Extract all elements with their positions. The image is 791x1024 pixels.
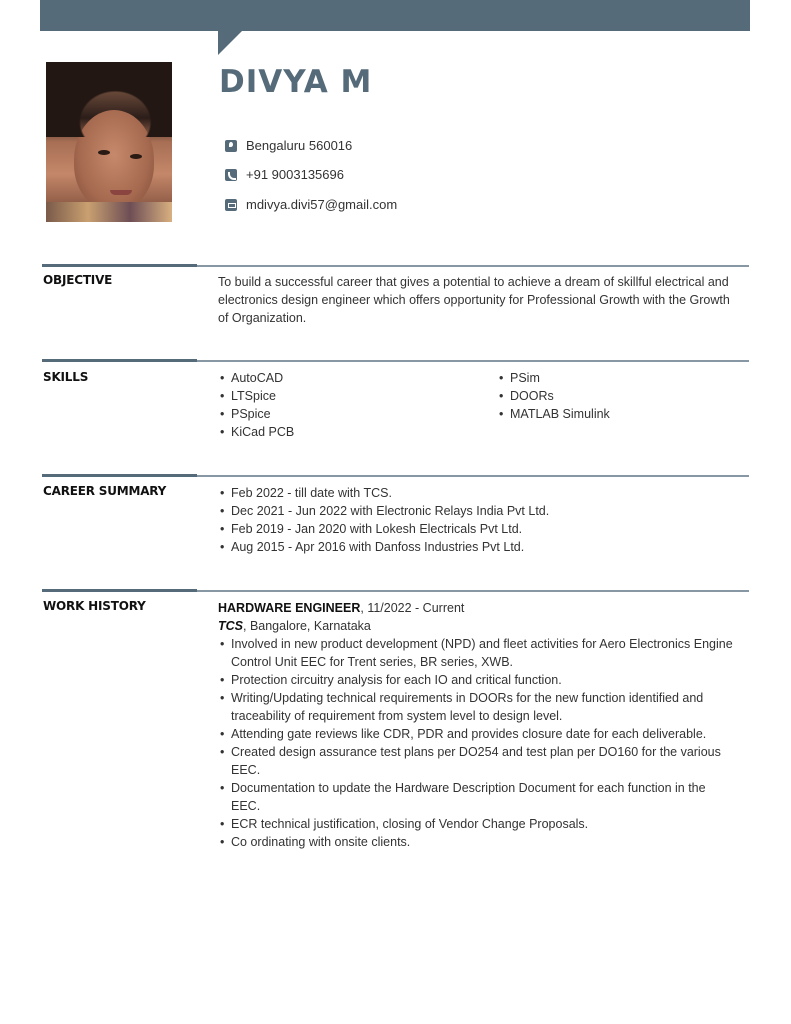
photo-mouth bbox=[110, 190, 132, 195]
skill-item: • PSim bbox=[497, 369, 610, 387]
career-summary-heading: CAREER SUMMARY bbox=[43, 484, 167, 498]
email-link[interactable]: mdivya.divi57@gmail.com bbox=[246, 197, 398, 212]
duty-item: • ECR technical justification, closing of Vendor Change Proposals. bbox=[218, 815, 743, 833]
career-item: • Feb 2019 - Jan 2020 with Lokesh Electricals Pvt Ltd. bbox=[218, 520, 549, 538]
section-divider bbox=[42, 360, 749, 362]
objective-heading: OBJECTIVE bbox=[43, 273, 113, 287]
duty-item: • Protection circuitry analysis for each IO and critical function. bbox=[218, 671, 743, 689]
skills-heading: SKILLS bbox=[43, 370, 89, 384]
duty-text-suffix: EEC. bbox=[231, 763, 261, 777]
duty-item bbox=[218, 743, 743, 779]
company-location: , Bangalore, Karnataka bbox=[243, 619, 371, 633]
work-history-body bbox=[218, 599, 743, 851]
email-icon bbox=[225, 199, 237, 211]
section-divider bbox=[42, 475, 749, 477]
skill-item: • KiCad PCB bbox=[218, 423, 294, 441]
contact-phone bbox=[225, 167, 344, 182]
photo-hair bbox=[46, 62, 172, 137]
skills-list-col2 bbox=[497, 369, 610, 423]
photo-clothing bbox=[46, 202, 172, 222]
contact-location bbox=[225, 138, 352, 153]
duty-text: Created design assurance test plans per DO254 and test plan per DO160 for the various bbox=[231, 745, 721, 759]
photo-eye bbox=[98, 150, 110, 155]
job-duties-list bbox=[218, 635, 743, 851]
job-title-line bbox=[218, 599, 743, 617]
career-item: • Aug 2015 - Apr 2016 with Danfoss Industries Pvt Ltd. bbox=[218, 538, 549, 556]
career-item: • Feb 2022 - till date with TCS. bbox=[218, 484, 549, 502]
section-divider bbox=[42, 590, 749, 592]
duty-item: • Co ordinating with onsite clients. bbox=[218, 833, 743, 851]
company-name: TCS bbox=[218, 619, 243, 633]
section-divider bbox=[42, 265, 749, 267]
work-history-heading: WORK HISTORY bbox=[43, 599, 146, 613]
company-line bbox=[218, 617, 743, 635]
header-banner-pointer bbox=[218, 31, 242, 55]
skills-list-col1 bbox=[218, 369, 294, 441]
location-pin-icon bbox=[225, 140, 237, 152]
duty-item: • Involved in new product development (NPD) and fleet activities for Aero Electronics Engine Control Unit EEC for Trent series, BR series, XWB. bbox=[218, 635, 743, 671]
skill-item: • MATLAB Simulink bbox=[497, 405, 610, 423]
duty-text: Documentation to update the Hardware Description Document for each function in the bbox=[231, 781, 706, 795]
skill-item: • PSpice bbox=[218, 405, 294, 423]
career-summary-list bbox=[218, 484, 549, 556]
objective-text: To build a successful career that gives a potential to achieve a dream of skillful electrical and electronics design engineer which offers opportunity for Professional Growth with the Growth of Organization. bbox=[218, 275, 730, 325]
location-text: Bengaluru 560016 bbox=[246, 138, 353, 153]
job-title: HARDWARE ENGINEER bbox=[218, 601, 361, 615]
profile-photo bbox=[46, 62, 172, 222]
skill-item: • DOORs bbox=[497, 387, 610, 405]
career-item: • Dec 2021 - Jun 2022 with Electronic Relays India Pvt Ltd. bbox=[218, 502, 549, 520]
contact-email bbox=[225, 197, 397, 212]
duty-item: • Attending gate reviews like CDR, PDR and provides closure date for each deliverable. bbox=[218, 725, 743, 743]
skill-item: • LTSpice bbox=[218, 387, 294, 405]
phone-text: +91 9003135696 bbox=[246, 167, 344, 182]
duty-item: • Writing/Updating technical requirements in DOORs for the new function identified and traceability of requirement from system level to design level. bbox=[218, 689, 743, 725]
duty-item bbox=[218, 779, 743, 815]
photo-eye bbox=[130, 154, 142, 159]
header-banner bbox=[40, 0, 750, 31]
phone-icon bbox=[225, 169, 237, 181]
candidate-name: DIVYA M bbox=[219, 64, 373, 100]
duty-text-suffix: EEC. bbox=[231, 799, 261, 813]
job-dates: , 11/2022 - Current bbox=[360, 601, 465, 615]
skill-item: • AutoCAD bbox=[218, 369, 294, 387]
